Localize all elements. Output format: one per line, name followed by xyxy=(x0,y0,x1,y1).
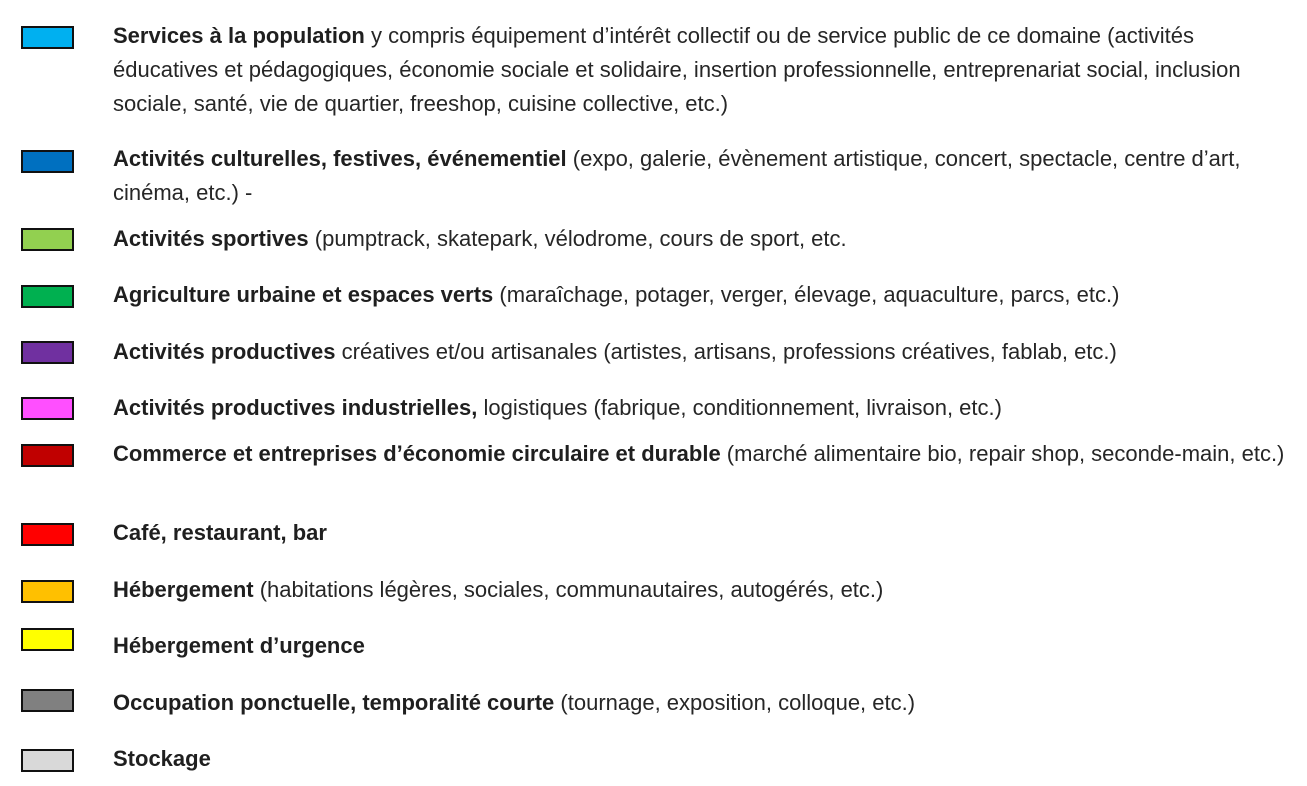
legend-text xyxy=(113,742,1298,776)
legend-text xyxy=(113,142,1298,210)
legend-text xyxy=(113,629,1298,663)
color-swatch xyxy=(21,628,74,651)
legend-label: Commerce et entreprises d’économie circulaire et durable xyxy=(113,441,721,466)
legend-label: Services à la population xyxy=(113,23,365,48)
legend-text xyxy=(113,391,1298,425)
legend-text xyxy=(113,222,1298,256)
legend-label: Hébergement xyxy=(113,577,254,602)
color-swatch xyxy=(21,341,74,364)
color-swatch xyxy=(21,26,74,49)
color-swatch xyxy=(21,580,74,603)
legend-description: (pumptrack, skatepark, vélodrome, cours de sport, etc. xyxy=(308,226,847,251)
color-swatch xyxy=(21,444,74,467)
legend-label: Activités culturelles, festives, événementiel xyxy=(113,146,567,171)
legend-label: Activités productives industrielles, xyxy=(113,395,478,420)
legend-description: (marché alimentaire bio, repair shop, seconde-main, etc.) xyxy=(720,441,1285,466)
legend-text xyxy=(113,335,1298,369)
legend-description: créatives et/ou artisanales (artistes, artisans, professions créatives, fablab, etc.) xyxy=(335,339,1117,364)
color-swatch xyxy=(21,397,74,420)
legend-text xyxy=(113,686,1298,720)
legend-description: logistiques (fabrique, conditionnement, livraison, etc.) xyxy=(477,395,1002,420)
legend-description: (habitations légères, sociales, communautaires, autogérés, etc.) xyxy=(253,577,884,602)
legend-label: Activités productives xyxy=(113,339,336,364)
legend-description: (tournage, exposition, colloque, etc.) xyxy=(554,690,916,715)
legend-description: (expo, galerie, évènement artistique, concert, spectacle, centre d’art, cinéma, etc.) - xyxy=(113,146,1241,205)
legend-label: Café, restaurant, bar xyxy=(113,520,327,545)
legend-description: (maraîchage, potager, verger, élevage, aquaculture, parcs, etc.) xyxy=(493,282,1120,307)
legend-label: Activités sportives xyxy=(113,226,309,251)
legend-text xyxy=(113,437,1298,471)
color-swatch xyxy=(21,749,74,772)
color-swatch xyxy=(21,150,74,173)
color-swatch xyxy=(21,523,74,546)
legend-label: Stockage xyxy=(113,746,211,771)
legend-label: Agriculture urbaine et espaces verts xyxy=(113,282,494,307)
legend-text xyxy=(113,573,1298,607)
legend-description: y compris équipement d’intérêt collectif ou de service public de ce domaine (activités éducatives et pédagogiques, économie sociale et solidaire, insertion professionnelle, entreprenariat social, inclusion sociale, santé, vie de quartier, freeshop, cuisine collective, etc.) xyxy=(113,23,1241,116)
color-swatch xyxy=(21,228,74,251)
color-swatch xyxy=(21,689,74,712)
legend-text xyxy=(113,278,1298,312)
color-swatch xyxy=(21,285,74,308)
legend-label: Occupation ponctuelle, temporalité courte xyxy=(113,690,555,715)
legend-text xyxy=(113,516,1298,550)
legend-text xyxy=(113,19,1298,121)
legend-label: Hébergement d’urgence xyxy=(113,633,365,658)
